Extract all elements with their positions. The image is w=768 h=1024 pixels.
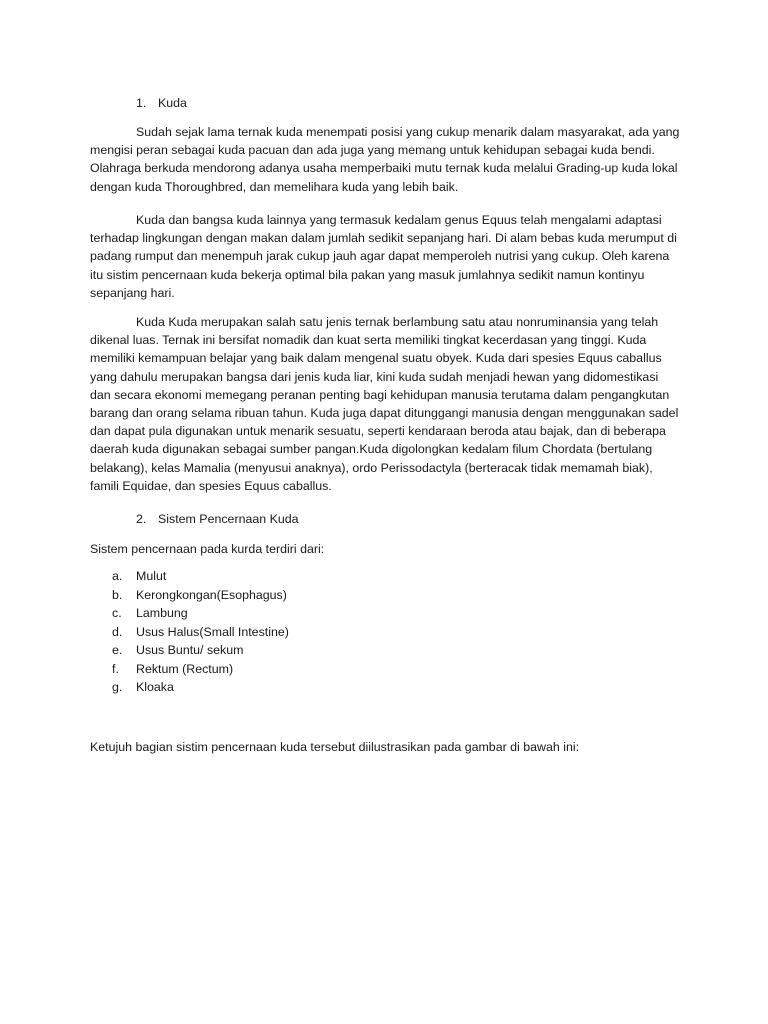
paragraph-3: Kuda Kuda merupakan salah satu jenis ternak berlambung satu atau nonruminansia yang telah dikenal luas. Ternak ini bersifat nomadik dan kuat serta memiliki tingkat kecerdasan yang tinggi. Kuda memiliki kemampuan belajar yang baik dalam mengenal suatu obyek. Kuda dari spesies Equus caballus yang dahulu merupakan bangsa dari jenis kuda liar, kini kuda sudah menjadi hewan yang didomestikasi dan secara ekonomi memegang peranan penting bagi kehidupan manusia terutama dalam pengangkutan barang dan orang selama ribuan tahun. Kuda juga dapat ditunggangi manusia dengan menggunakan sadel dan dapat pula digunakan untuk menarik sesuatu, seperti kendaraan beroda atau bajak, dan di beberapa daerah kuda digunakan sebagai sumber pangan.Kuda digolongkan kedalam filum Chordata (bertulang belakang), kelas Mamalia (menyusui anaknya), ordo Perissodactyla (berteracak tidak memamah biak), famili Equidae, dan spesies Equus caballus. (90, 315, 679, 493)
closing-sentence: Ketujuh bagian sistim pencernaan kuda tersebut diilustrasikan pada gambar di bawah ini: (90, 740, 580, 754)
paragraph-2: Kuda dan bangsa kuda lainnya yang termasuk kedalam genus Equus telah mengalami adaptasi terhadap lingkungan dengan makan dalam jumlah sedikit sepanjang hari. Di alam bebas kuda merumput di padang rumput dan menempuh jarak cukup jauh agar dapat memperoleh nutrisi yang cukup. Oleh karena itu sistim pencernaan kuda bekerja optimal bila pakan yang masuk jumlahnya sedikit namun kontinyu sepanjang hari. (90, 213, 677, 300)
list-item: g. Kloaka (112, 680, 174, 694)
digestive-parts-list (112, 567, 289, 697)
section-title: Kuda (158, 96, 187, 110)
paragraph-1: Sudah sejak lama ternak kuda menempati posisi yang cukup menarik dalam masyarakat, ada yang mengisi peran sebagai kuda pacuan dan ada juga yang memang untuk kehidupan sebagai kuda bendi. Olahraga berkuda mendorong adanya usaha memperbaiki mutu ternak kuda melalui Grading-up kuda lokal dengan kuda Thoroughbred, dan memelihara kuda yang lebih baik. (90, 125, 680, 194)
list-item: a. Mulut (112, 569, 167, 583)
list-item: d. Usus Halus(Small Intestine) (112, 624, 289, 639)
section-number: 2. (136, 512, 147, 526)
section-heading-sistem (136, 510, 299, 528)
list-item: b. Kerongkongan(Esophagus) (112, 587, 287, 602)
list-item: c. Lambung (112, 606, 188, 620)
list-item: f. Rektum (Rectum) (112, 661, 234, 676)
list-item: e. Usus Buntu/ sekum (112, 643, 244, 657)
section-title: Sistem Pencernaan Kuda (158, 512, 299, 526)
list-intro: Sistem pencernaan pada kurda terdiri dari: (90, 542, 325, 556)
section-number: 1. (136, 96, 147, 110)
section-heading-kuda (136, 94, 187, 112)
